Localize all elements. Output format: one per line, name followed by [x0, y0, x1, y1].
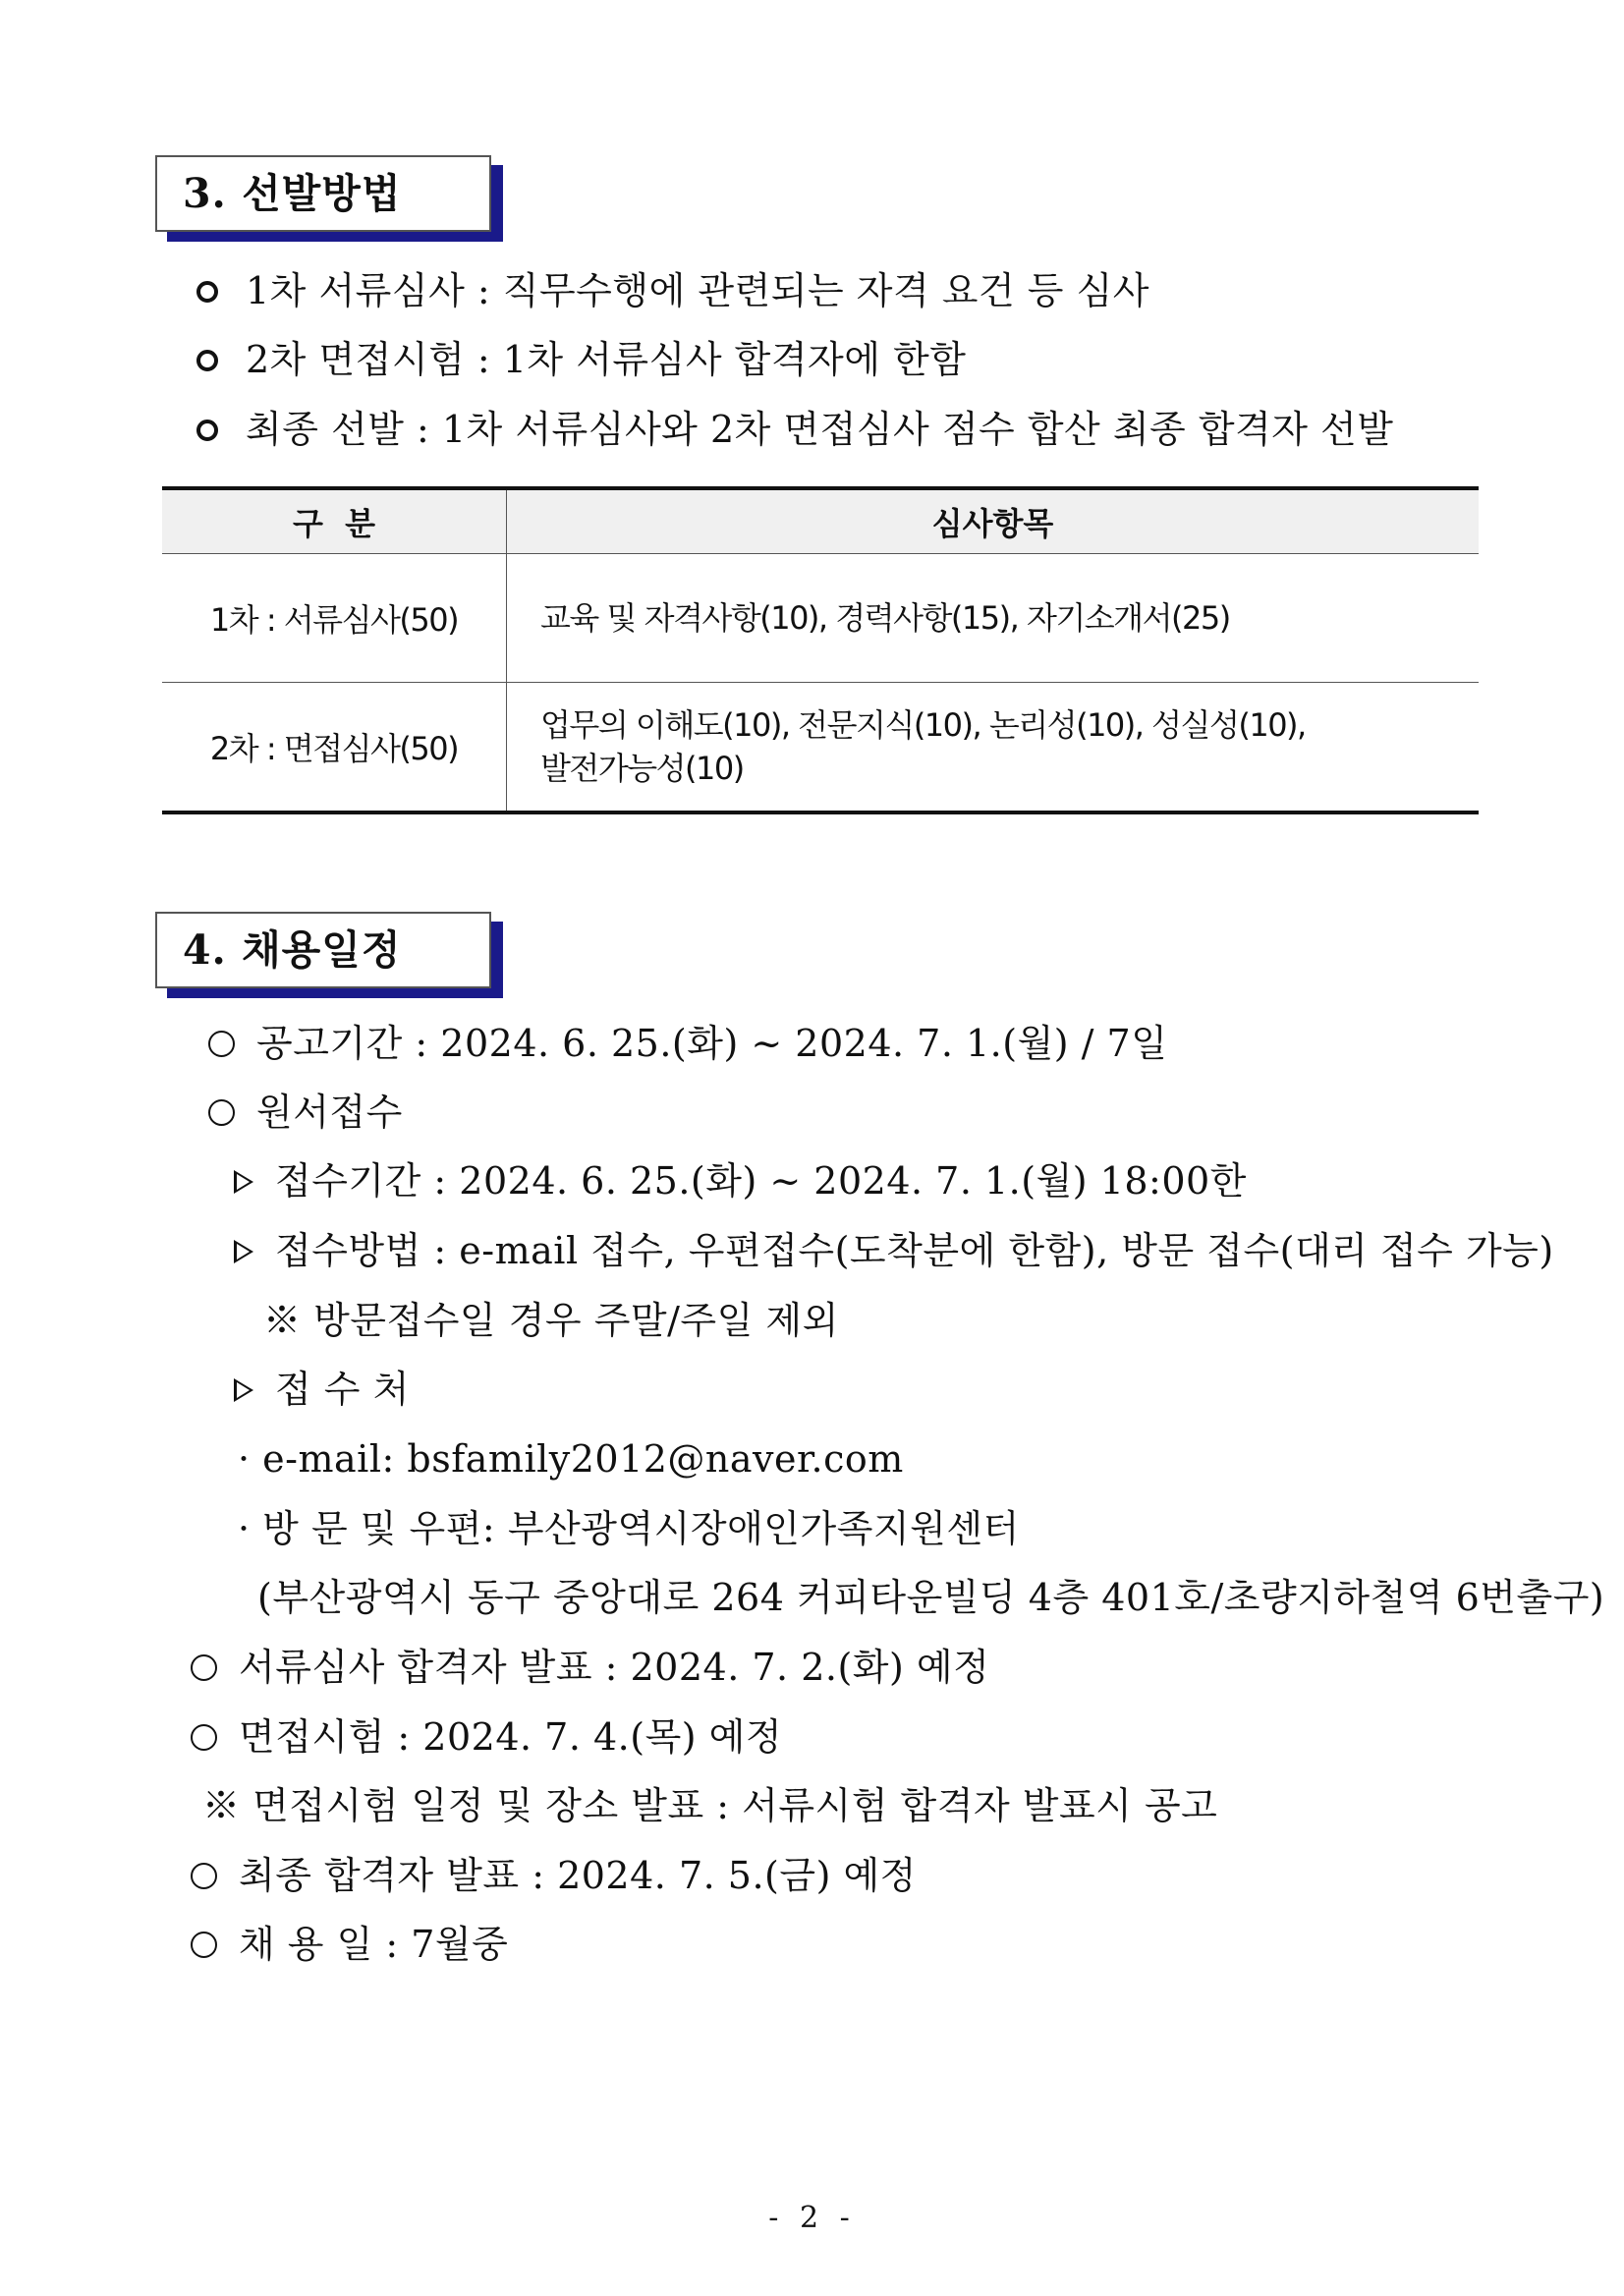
table-header-category: 구 분 [162, 488, 507, 554]
email-line: · e-mail: bsfamily2012@naver.com [238, 1437, 904, 1481]
bullet-circle-icon [191, 1724, 217, 1751]
section-title-selection-method: 3. 선발방법 [155, 155, 491, 232]
bullet-ring-icon [196, 281, 218, 303]
bullet-circle-icon [191, 1863, 217, 1889]
table-cell-items: 교육 및 자격사항(10), 경력사항(15), 자기소개서(25) [507, 554, 1480, 683]
notice-period: 공고기간 : 2024. 6. 25.(화) ~ 2024. 7. 1.(월) / 7일 [208, 1020, 1167, 1067]
triangle-bullet-icon [234, 1378, 253, 1402]
bullet-circle-icon [208, 1099, 235, 1126]
visit-note: ※ 방문접수일 경우 주말/주일 제외 [263, 1299, 839, 1342]
bullet-ring-icon [196, 350, 218, 371]
bullet-circle-icon [191, 1932, 217, 1958]
table-cell-category: 2차 : 면접심사(50) [162, 683, 507, 813]
triangle-bullet-icon [234, 1170, 253, 1194]
hire-date: 채 용 일 : 7월중 [191, 1921, 508, 1968]
table-header-row [162, 488, 1479, 554]
evaluation-table [162, 486, 1479, 814]
page-number: - 2 - [768, 2201, 856, 2235]
table-row [162, 683, 1479, 813]
receipt-place: 접 수 처 [234, 1366, 410, 1413]
interview-note: ※ 면접시험 일정 및 장소 발표 : 서류시험 합격자 발표시 공고 [202, 1784, 1218, 1827]
table-cell-items: 업무의 이해도(10), 전문지식(10), 논리성(10), 성실성(10), 발전가능성(10) [507, 683, 1480, 813]
doc-result: 서류심사 합격자 발표 : 2024. 7. 2.(화) 예정 [191, 1644, 989, 1691]
table-cell-category: 1차 : 서류심사(50) [162, 554, 507, 683]
final-result: 최종 합격자 발표 : 2024. 7. 5.(금) 예정 [191, 1852, 917, 1899]
section-title-schedule: 4. 채용일정 [155, 912, 491, 988]
bullet-circle-icon [191, 1654, 217, 1681]
bullet-circle-icon [208, 1031, 235, 1057]
bullet-ring-icon [196, 420, 218, 441]
receipt-method: 접수방법 : e-mail 접수, 우편접수(도착분에 한함), 방문 접수(대리 접수 가능) [234, 1227, 1554, 1274]
table-header-items: 심사항목 [507, 488, 1480, 554]
table-row [162, 554, 1479, 683]
selection-item-2: 2차 면접시험 : 1차 서류심사 합격자에 한함 [196, 336, 966, 383]
receipt-period: 접수기간 : 2024. 6. 25.(화) ~ 2024. 7. 1.(월) 18:00한 [234, 1157, 1247, 1204]
interview-date: 면접시험 : 2024. 7. 4.(목) 예정 [191, 1713, 782, 1761]
triangle-bullet-icon [234, 1240, 253, 1263]
address-line: (부산광역시 동구 중앙대로 264 커피타운빌딩 4층 401호/초량지하철역 6번출구) [257, 1576, 1605, 1619]
selection-item-3: 최종 선발 : 1차 서류심사와 2차 면접심사 점수 합산 최종 합격자 선발 [196, 406, 1393, 453]
visit-post-line: · 방 문 및 우편: 부산광역시장애인가족지원센터 [238, 1507, 1020, 1550]
selection-item-1: 1차 서류심사 : 직무수행에 관련되는 자격 요건 등 심사 [196, 267, 1149, 314]
application-heading: 원서접수 [208, 1089, 403, 1136]
